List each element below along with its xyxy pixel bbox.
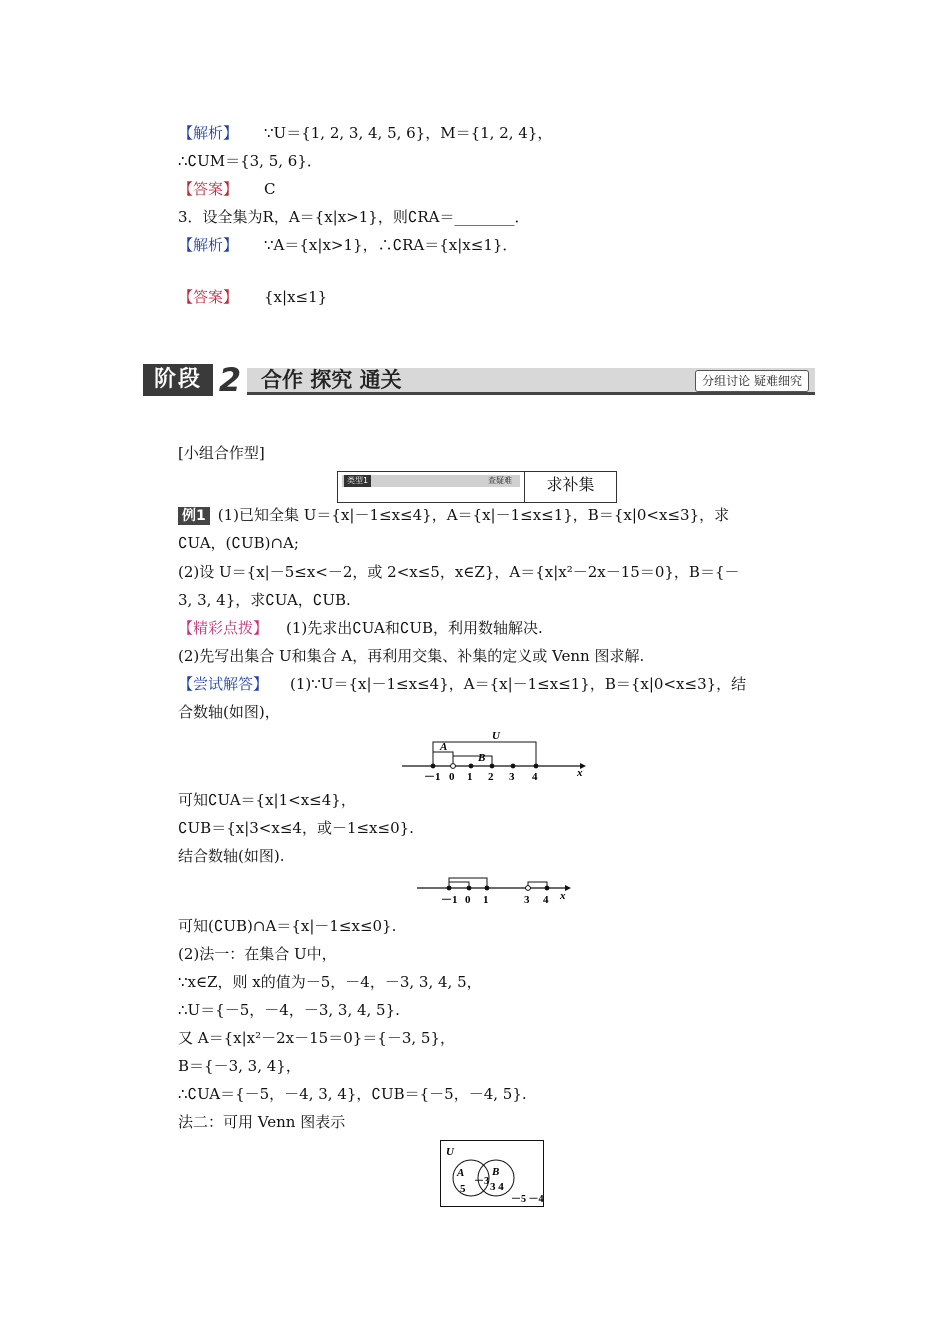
type-box-right-label: 查疑难 bbox=[488, 476, 512, 485]
answer-tag: 【答案】 bbox=[178, 288, 239, 306]
solution-line-7: ∴U＝{－5，－4，－3, 3, 4, 5}. bbox=[178, 1001, 400, 1019]
solution-line-6: ∵x∈Z，则 x的值为－5，－4，－3, 3, 4, 5， bbox=[178, 973, 482, 991]
axis1-u-label: U bbox=[492, 730, 500, 742]
axis1-tick: 1 bbox=[467, 771, 473, 782]
solution-line-1: 可知∁UA＝{x|1<x≤4}， bbox=[178, 791, 356, 809]
axis2-tick: 3 bbox=[524, 894, 530, 906]
try-tag: 【尝试解答】 bbox=[178, 675, 269, 693]
venn-a-only: 5 bbox=[460, 1183, 466, 1195]
answer-text: C bbox=[264, 180, 276, 198]
example-badge: 例1 bbox=[178, 507, 210, 525]
question-3: 3．设全集为R，A＝{x|x>1}，则∁RA＝________． bbox=[178, 208, 530, 226]
solution-line-5: (2)法一：在集合 U中， bbox=[178, 945, 337, 963]
answer-line bbox=[178, 179, 276, 199]
example-line-1 bbox=[178, 505, 729, 525]
answer-tag: 【答案】 bbox=[178, 180, 239, 198]
solution-line-4: 可知(∁UB)∩A＝{x|－1≤x≤0}. bbox=[178, 917, 397, 935]
hint-line-1 bbox=[178, 618, 543, 638]
axis1-tick: 0 bbox=[449, 771, 455, 782]
example-line-2: ∁UA，(∁UB)∩A; bbox=[178, 534, 299, 552]
solution-line-2: ∁UB＝{x|3<x≤4，或－1≤x≤0}. bbox=[178, 819, 414, 837]
axis2-tick: 4 bbox=[543, 894, 549, 906]
banner-side-label: 分组讨论 疑难细究 bbox=[695, 370, 809, 392]
number-line-1 bbox=[400, 728, 590, 782]
example-line-3: (2)设 U＝{x|－5≤x<－2，或 2<x≤5，x∈Z}，A＝{x|x²－2x－15＝0}，B＝{－ bbox=[178, 563, 740, 581]
analysis-text: ∵A＝{x|x>1}，∴∁RA＝{x|x≤1}． bbox=[264, 236, 518, 254]
q3-answer bbox=[178, 287, 327, 307]
analysis-text: ∵U＝{1, 2, 3, 4, 5, 6}，M＝{1, 2, 4}， bbox=[264, 124, 553, 142]
banner-stage-number: 2 bbox=[213, 364, 247, 396]
axis1-tick: －1 bbox=[424, 771, 441, 782]
solution-line-11: 法二：可用 Venn 图表示 bbox=[178, 1113, 346, 1131]
try-line-2: 合数轴(如图)， bbox=[178, 703, 280, 721]
type-box bbox=[337, 471, 617, 503]
solution-line-8: 又 A＝{x|x²－2x－15＝0}＝{－3, 5}， bbox=[178, 1029, 456, 1047]
type-box-left-label: 类型1 bbox=[344, 475, 371, 487]
number-line-2 bbox=[415, 872, 575, 910]
hint-tag: 【精彩点拨】 bbox=[178, 619, 269, 637]
banner-title: 合作 探究 通关 bbox=[261, 368, 402, 392]
venn-outside: －5 －4 bbox=[511, 1194, 544, 1205]
try-line-1 bbox=[178, 674, 746, 694]
example-line-4: 3, 3, 4}，求∁UA，∁UB. bbox=[178, 591, 351, 609]
axis2-tick: －1 bbox=[441, 894, 458, 906]
example-text: (1)已知全集 U＝{x|－1≤x≤4}，A＝{x|－1≤x≤1}，B＝{x|0<x≤3}，求 bbox=[217, 506, 730, 524]
try-text: (1)∵U＝{x|－1≤x≤4}，A＝{x|－1≤x≤1}，B＝{x|0<x≤3}，结 bbox=[290, 675, 747, 693]
q3-analysis bbox=[178, 235, 517, 255]
venn-u-label: U bbox=[446, 1146, 454, 1158]
venn-intersection: －3 bbox=[474, 1176, 489, 1187]
solution-line-9: B＝{－3, 3, 4}， bbox=[178, 1057, 301, 1075]
stage-banner bbox=[143, 361, 815, 399]
axis1-a-label: A bbox=[440, 741, 448, 753]
banner-stage-label: 阶段 bbox=[143, 364, 213, 396]
group-label: [小组合作型] bbox=[178, 444, 265, 462]
axis1-x-label: x bbox=[577, 767, 583, 779]
type-box-name: 求补集 bbox=[546, 475, 595, 494]
axis1-tick: 3 bbox=[509, 771, 515, 782]
venn-b-label: B bbox=[492, 1166, 500, 1178]
axis1-b-label: B bbox=[478, 752, 486, 764]
hint-line-2: (2)先写出集合 U和集合 A，再利用交集、补集的定义或 Venn 图求解. bbox=[178, 647, 645, 665]
solution-line-10: ∴∁UA＝{－5，－4, 3, 4}，∁UB＝{－5，－4, 5}. bbox=[178, 1085, 527, 1103]
hint-text: (1)先求出∁UA和∁UB，利用数轴解决. bbox=[286, 619, 543, 637]
venn-a-label: A bbox=[457, 1167, 465, 1179]
axis2-x-label: x bbox=[560, 890, 566, 902]
axis2-tick: 1 bbox=[483, 894, 489, 906]
answer-text: {x|x≤1} bbox=[264, 288, 328, 306]
axis1-tick: 2 bbox=[488, 771, 494, 782]
solution-line-3: 结合数轴(如图). bbox=[178, 847, 285, 865]
venn-diagram bbox=[440, 1140, 544, 1208]
analysis-tag: 【解析】 bbox=[178, 124, 239, 142]
axis2-tick: 0 bbox=[465, 894, 471, 906]
axis1-tick: 4 bbox=[532, 771, 538, 782]
analysis-tag: 【解析】 bbox=[178, 236, 239, 254]
venn-b-only: 3 4 bbox=[490, 1181, 504, 1193]
analysis-line-2: ∴∁UM＝{3, 5, 6}． bbox=[178, 152, 322, 170]
analysis-line-1 bbox=[178, 123, 552, 143]
